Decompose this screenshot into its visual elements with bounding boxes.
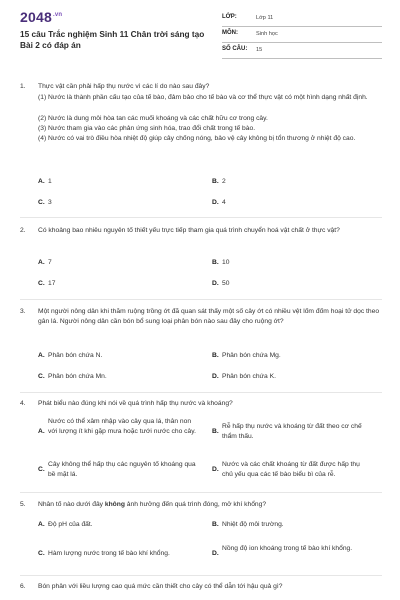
site-logo[interactable] [20,9,62,25]
option-label: D. [212,466,219,473]
meta-row-subject [222,29,382,43]
question-statement: (4) Nước có vai trò điều hòa nhiệt độ giúp cây chống nóng, bảo vệ cây không bị tổn thương ở nhiệt độ cao. [38,135,356,142]
question-number: 3. [20,308,26,315]
question-text-part: ảnh hưởng đến quá trình đóng, mở khí khổng? [124,501,267,508]
option-label: A. [38,178,45,185]
option-text: Rễ hấp thụ nước và khoáng từ đất theo cơ chế thẩm thấu. [222,423,362,441]
option-label: D. [212,550,219,557]
option-text: 10 [222,259,230,266]
option-text: Cây không thể hấp thụ các nguyên tố khoáng qua bề mặt lá. [48,461,196,479]
meta-row-count [222,45,382,59]
question-text: Thực vật cần phải hấp thụ nước vì các lí do nào sau đây? [38,83,210,90]
option-label: B. [212,428,219,435]
option-label: C. [38,466,45,473]
option-text: Nồng độ ion khoáng trong tế bào khí khổng. [222,545,353,552]
option-label: A. [38,428,45,435]
option-text: Phân bón chứa Mn. [48,373,107,380]
option-label: C. [38,550,45,557]
question-number: 4. [20,400,26,407]
option-text: 1 [48,178,52,185]
question-statement: (3) Nước tham gia vào các phản ứng sinh hóa, trao đổi chất trong tế bào. [38,125,256,132]
option-text: 7 [48,259,52,266]
divider [20,217,382,218]
option-text: 2 [222,178,226,185]
divider [20,575,382,576]
option-label: A. [38,521,45,528]
option-text: Nước và các chất khoáng từ đất được hấp thụ chủ yếu qua các tế bào biểu bì của rễ. [222,461,360,479]
logo-suffix: .vn [52,12,63,19]
option-label: C. [38,199,45,206]
option-text: Phân bón chứa N. [48,352,103,359]
question-number: 5. [20,501,26,508]
option-label: B. [212,352,219,359]
document-title: 15 câu Trắc nghiệm Sinh 11 Chân trời sáng tạo Bài 2 có đáp án [20,29,205,51]
meta-value: Sinh học [256,31,278,37]
divider [20,299,382,300]
meta-value: Lớp 11 [256,15,274,21]
option-label: D. [212,373,219,380]
divider [20,492,382,493]
meta-label: SỐ CÂU: [222,46,248,52]
question-text [38,500,382,510]
question-number: 1. [20,83,26,90]
option-label: A. [38,352,45,359]
option-label: B. [212,521,219,528]
question-text-emphasis: không [104,501,125,508]
option-text: Nhiệt độ môi trường. [222,521,284,528]
question-number: 2. [20,227,26,234]
question-text: Bón phân với liều lượng cao quá mức cần thiết cho cây có thể dẫn tới hậu quả gì? [38,583,283,590]
question-number: 6. [20,583,26,590]
option-text: 17 [48,280,56,287]
option-label: B. [212,259,219,266]
question-text-part: Nhân tố nào dưới đây [38,501,105,508]
question-text: Một người nông dân khi thăm ruộng trồng ớt đã quan sát thấy một số cây ớt có nhiều vệt lốm đốm hoại tử dọc theo gân lá. Người nông dân cần bón bổ sung loại phân bón nào sau đây cho ruộng ớt? [38,308,380,326]
page-header [0,0,400,64]
option-label: D. [212,199,219,206]
option-label: A. [38,259,45,266]
option-label: C. [38,373,45,380]
meta-value: 15 [256,47,263,53]
option-text: 4 [222,199,226,206]
option-text: 50 [222,280,230,287]
meta-label: MÔN: [222,30,238,36]
option-text: Nước có thể xâm nhập vào cây qua lá, thân non với lượng ít khi gặp mưa hoặc tưới nước cho cây. [48,418,196,436]
option-label: D. [212,280,219,287]
meta-table [222,13,382,61]
option-text: Hàm lượng nước trong tế bào khí khổng. [48,550,170,557]
option-label: C. [38,280,45,287]
meta-label: LỚP: [222,14,237,20]
option-text: Độ pH của đất. [48,521,93,528]
question-text: Phát biểu nào đúng khi nói về quá trình hấp thụ nước và khoáng? [38,400,233,407]
question-text: Có khoảng bao nhiêu nguyên tố thiết yếu trực tiếp tham gia quá trình chuyển hoá vật chất ở thực vật? [38,227,340,234]
option-label: B. [212,178,219,185]
option-text: 3 [48,199,52,206]
option-text: Phân bón chứa Mg. [222,352,281,359]
question-statement: (2) Nước là dung môi hòa tan các muối khoáng và các chất hữu cơ trong cây. [38,115,268,122]
meta-row-class [222,13,382,27]
option-text: Phân bón chứa K. [222,373,276,380]
divider [20,392,382,393]
logo-text: 2048 [20,9,52,25]
question-statement: (1) Nước là thành phần cấu tạo của tế bào, đảm bảo cho tế bào và cơ thể thực vật có một hình dạng nhất định. [38,94,368,101]
